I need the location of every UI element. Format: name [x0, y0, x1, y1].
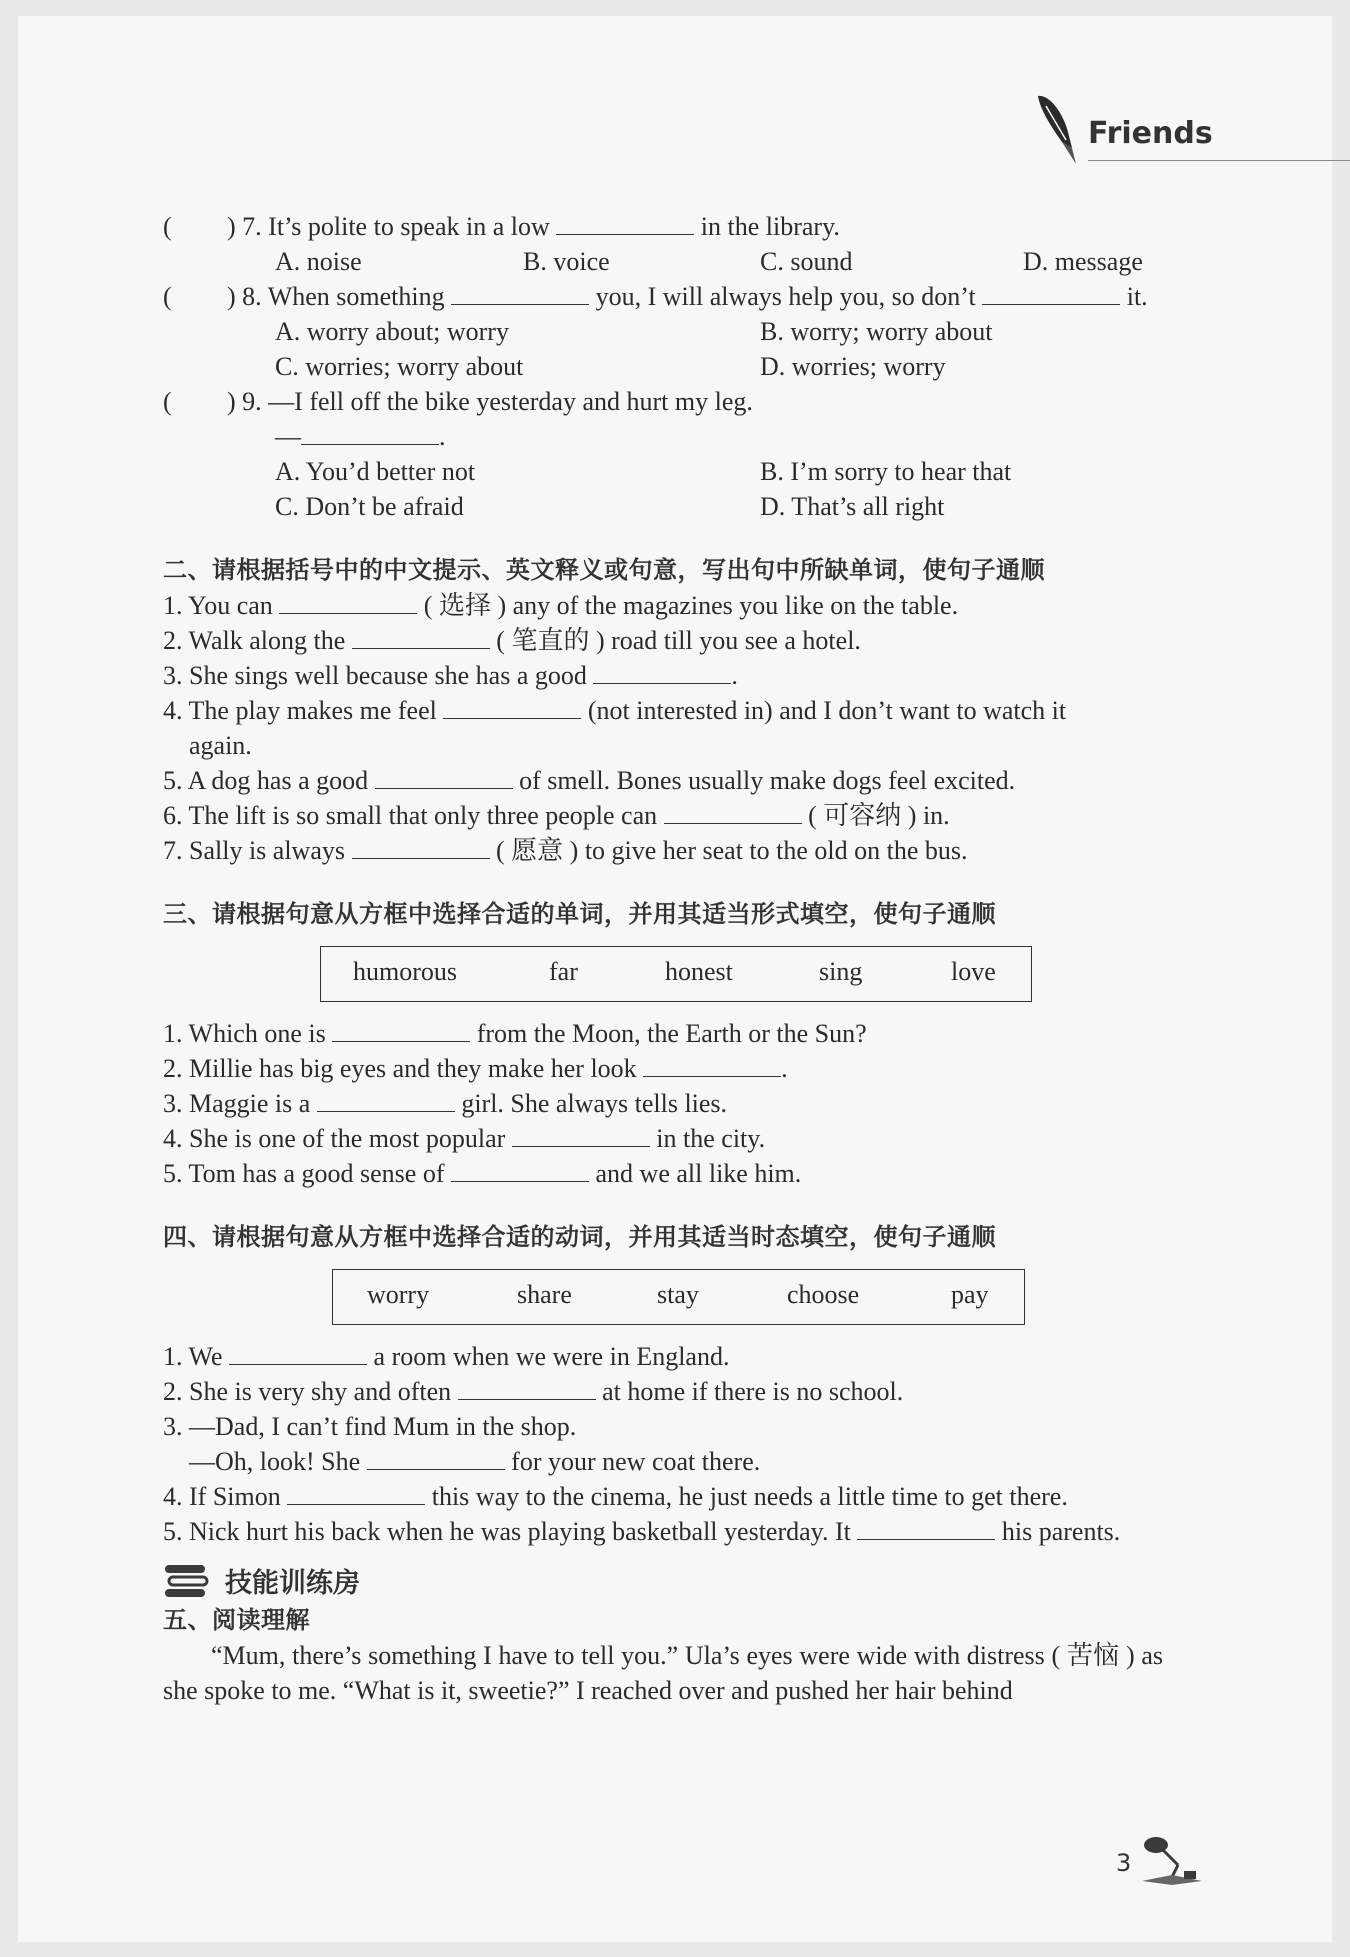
- answer-blank[interactable]: [375, 764, 513, 789]
- header-divider: [1088, 160, 1350, 161]
- page-footer: [1116, 1831, 1216, 1891]
- item-text: 5. Nick hurt his back when he was playing basketball yesterday. It: [163, 1517, 851, 1546]
- item-text: 5. Tom has a good sense of: [163, 1159, 445, 1188]
- item-text: 1. We: [163, 1342, 223, 1371]
- item-text: 4. The play makes me feel: [163, 696, 437, 725]
- item-text: ( 愿意 ) to give her seat to the old on the bus.: [496, 836, 968, 865]
- answer-blank[interactable]: [643, 1052, 781, 1077]
- item-text: ( 可容纳 ) in.: [808, 801, 950, 830]
- section-2-item-6: [163, 798, 1213, 833]
- section-3-title: 三、请根据句意从方框中选择合适的单词，并用其适当形式填空，使句子通顺: [163, 900, 996, 928]
- item-text: —Oh, look! She: [189, 1447, 361, 1476]
- section-4-item-3-response: [163, 1444, 1213, 1479]
- question-9-options-row2: [163, 489, 1213, 524]
- period: .: [439, 422, 446, 451]
- item-text: for your new coat there.: [511, 1447, 761, 1476]
- section-4-item-2: [163, 1374, 1213, 1409]
- option-d: D. worries; worry: [760, 352, 946, 381]
- answer-blank[interactable]: [443, 694, 581, 719]
- item-text: in the city.: [656, 1124, 766, 1153]
- item-text: 1. You can: [163, 591, 273, 620]
- item-text: .: [731, 661, 738, 690]
- answer-blank[interactable]: [982, 280, 1120, 305]
- page-number: 3: [1116, 1849, 1132, 1877]
- answer-blank[interactable]: [593, 659, 731, 684]
- reading-lamp-icon: [1138, 1831, 1206, 1887]
- item-text: 2. She is very shy and often: [163, 1377, 452, 1406]
- option-b: B. I’m sorry to hear that: [760, 457, 1012, 486]
- section-4-item-1: [163, 1339, 1213, 1374]
- page-header: [1024, 86, 1350, 176]
- item-text: a room when we were in England.: [373, 1342, 730, 1371]
- item-text: 7. Sally is always: [163, 836, 345, 865]
- section-4-item-4: [163, 1479, 1213, 1514]
- item-text: 6. The lift is so small that only three people can: [163, 801, 658, 830]
- section-3-item-3: [163, 1086, 1213, 1121]
- item-text: 4. If Simon: [163, 1482, 281, 1511]
- skills-title: 技能训练房: [225, 1568, 360, 1599]
- question-8: [163, 279, 1213, 314]
- answer-blank[interactable]: [352, 834, 490, 859]
- question-7: [163, 209, 1213, 244]
- unit-title: Friends: [1088, 116, 1213, 151]
- fountain-pen-icon: [1032, 92, 1088, 172]
- item-text: 5. A dog has a good: [163, 766, 369, 795]
- item-text: ( 选择 ) any of the magazines you like on the table.: [423, 591, 959, 620]
- option-c: C. sound: [760, 247, 853, 276]
- question-8-stem: ) 8. When something: [227, 282, 445, 311]
- answer-blank[interactable]: [287, 1480, 425, 1505]
- answer-blank[interactable]: [229, 1340, 367, 1365]
- item-text: 2. Millie has big eyes and they make her look: [163, 1054, 637, 1083]
- option-a: A. worry about; worry: [275, 317, 509, 346]
- item-text: 3. Maggie is a: [163, 1089, 311, 1118]
- option-c: C. worries; worry about: [275, 352, 524, 381]
- item-text: his parents.: [1001, 1517, 1121, 1546]
- section-4-item-5: [163, 1514, 1213, 1549]
- section-2-item-1: [163, 588, 1213, 623]
- question-8-mid: you, I will always help you, so don’t: [595, 282, 976, 311]
- item-text: of smell. Bones usually make dogs feel excited.: [519, 766, 1016, 795]
- question-9: [163, 384, 1213, 419]
- question-8-tail: it.: [1126, 282, 1148, 311]
- reading-passage: “Mum, there’s something I have to tell you.” Ula’s eyes were wide with distress ( 苦恼 ) as she spoke to me. “What is it, sweetie?” I reached over and pushed her hair behind: [163, 1641, 1163, 1705]
- option-a: A. noise: [275, 247, 362, 276]
- answer-blank[interactable]: [664, 799, 802, 824]
- answer-blank[interactable]: [317, 1087, 455, 1112]
- question-7-stem: ) 7. It’s polite to speak in a low: [227, 212, 550, 241]
- section-2-item-2: [163, 623, 1213, 658]
- item-text: from the Moon, the Earth or the Sun?: [476, 1019, 867, 1048]
- word-bank-item: share: [517, 1280, 572, 1309]
- answer-blank[interactable]: [352, 624, 490, 649]
- word-bank-box: [320, 946, 1032, 1002]
- option-a: A. You’d better not: [275, 457, 476, 486]
- item-text: and we all like him.: [595, 1159, 802, 1188]
- question-9-stem: ) 9. —I fell off the bike yesterday and hurt my leg.: [227, 387, 753, 416]
- word-bank-item: humorous: [353, 957, 457, 986]
- word-bank-item: sing: [819, 957, 863, 986]
- answer-blank[interactable]: [458, 1375, 596, 1400]
- word-bank-item: choose: [787, 1280, 860, 1309]
- word-bank-item: worry: [367, 1280, 430, 1309]
- section-2-item-4-cont: again.: [189, 731, 252, 760]
- question-9-options-row1: [163, 454, 1213, 489]
- item-text: this way to the cinema, he just needs a little time to get there.: [431, 1482, 1068, 1511]
- answer-blank[interactable]: [332, 1017, 470, 1042]
- section-3-item-5: [163, 1156, 1213, 1191]
- answer-blank[interactable]: [301, 420, 439, 445]
- word-bank-item: honest: [665, 957, 733, 986]
- worksheet-content: [163, 209, 1213, 1708]
- question-8-options-row1: [163, 314, 1213, 349]
- answer-blank[interactable]: [279, 589, 417, 614]
- section-3-item-1: [163, 1016, 1213, 1051]
- item-text: at home if there is no school.: [602, 1377, 904, 1406]
- word-bank-item: love: [951, 957, 996, 986]
- answer-blank[interactable]: [451, 280, 589, 305]
- section-3-item-2: [163, 1051, 1213, 1086]
- option-c: C. Don’t be afraid: [275, 492, 464, 521]
- option-d: D. That’s all right: [760, 492, 945, 521]
- option-d: D. message: [1023, 247, 1143, 276]
- answer-paren[interactable]: (: [163, 282, 172, 311]
- word-bank-item: stay: [657, 1280, 699, 1309]
- answer-blank[interactable]: [512, 1122, 650, 1147]
- answer-blank[interactable]: [367, 1445, 505, 1470]
- section-4-title: 四、请根据句意从方框中选择合适的动词，并用其适当时态填空，使句子通顺: [163, 1223, 996, 1251]
- item-text: 3. She sings well because she has a good: [163, 661, 587, 690]
- answer-paren[interactable]: (: [163, 387, 172, 416]
- worksheet-page: [18, 16, 1332, 1942]
- item-text: 4. She is one of the most popular: [163, 1124, 506, 1153]
- skills-heading: [163, 1559, 1213, 1603]
- section-3-item-4: [163, 1121, 1213, 1156]
- item-text: ( 笔直的 ) road till you see a hotel.: [496, 626, 861, 655]
- question-8-options-row2: [163, 349, 1213, 384]
- section-2-item-7: [163, 833, 1213, 868]
- section-4-item-3: [163, 1409, 1213, 1444]
- item-text: (not interested in) and I don’t want to watch it: [587, 696, 1067, 725]
- question-7-tail: in the library.: [700, 212, 840, 241]
- section-2-item-3: [163, 658, 1213, 693]
- question-9-response: [163, 419, 1213, 454]
- verb-bank-box: [332, 1269, 1025, 1325]
- section-2-item-5: [163, 763, 1213, 798]
- option-b: B. voice: [523, 247, 610, 276]
- question-7-options: [163, 244, 1213, 279]
- answer-blank[interactable]: [857, 1515, 995, 1540]
- option-b: B. worry; worry about: [760, 317, 993, 346]
- section-2-title: 二、请根据括号中的中文提示、英文释义或句意，写出句中所缺单词，使句子通顺: [163, 556, 1045, 584]
- stacked-books-icon: [163, 1561, 211, 1601]
- item-text: girl. She always tells lies.: [461, 1089, 728, 1118]
- dash: —: [275, 422, 301, 451]
- section-5-title: 五、阅读理解: [163, 1606, 310, 1634]
- item-text: 2. Walk along the: [163, 626, 346, 655]
- word-bank-item: pay: [951, 1280, 989, 1309]
- answer-blank[interactable]: [556, 210, 694, 235]
- item-text: 1. Which one is: [163, 1019, 326, 1048]
- answer-blank[interactable]: [451, 1157, 589, 1182]
- section-2-item-4: [163, 693, 1213, 728]
- item-text: .: [781, 1054, 788, 1083]
- word-bank-item: far: [549, 957, 578, 986]
- answer-paren[interactable]: (: [163, 212, 172, 241]
- item-text: 3. —Dad, I can’t find Mum in the shop.: [163, 1412, 577, 1441]
